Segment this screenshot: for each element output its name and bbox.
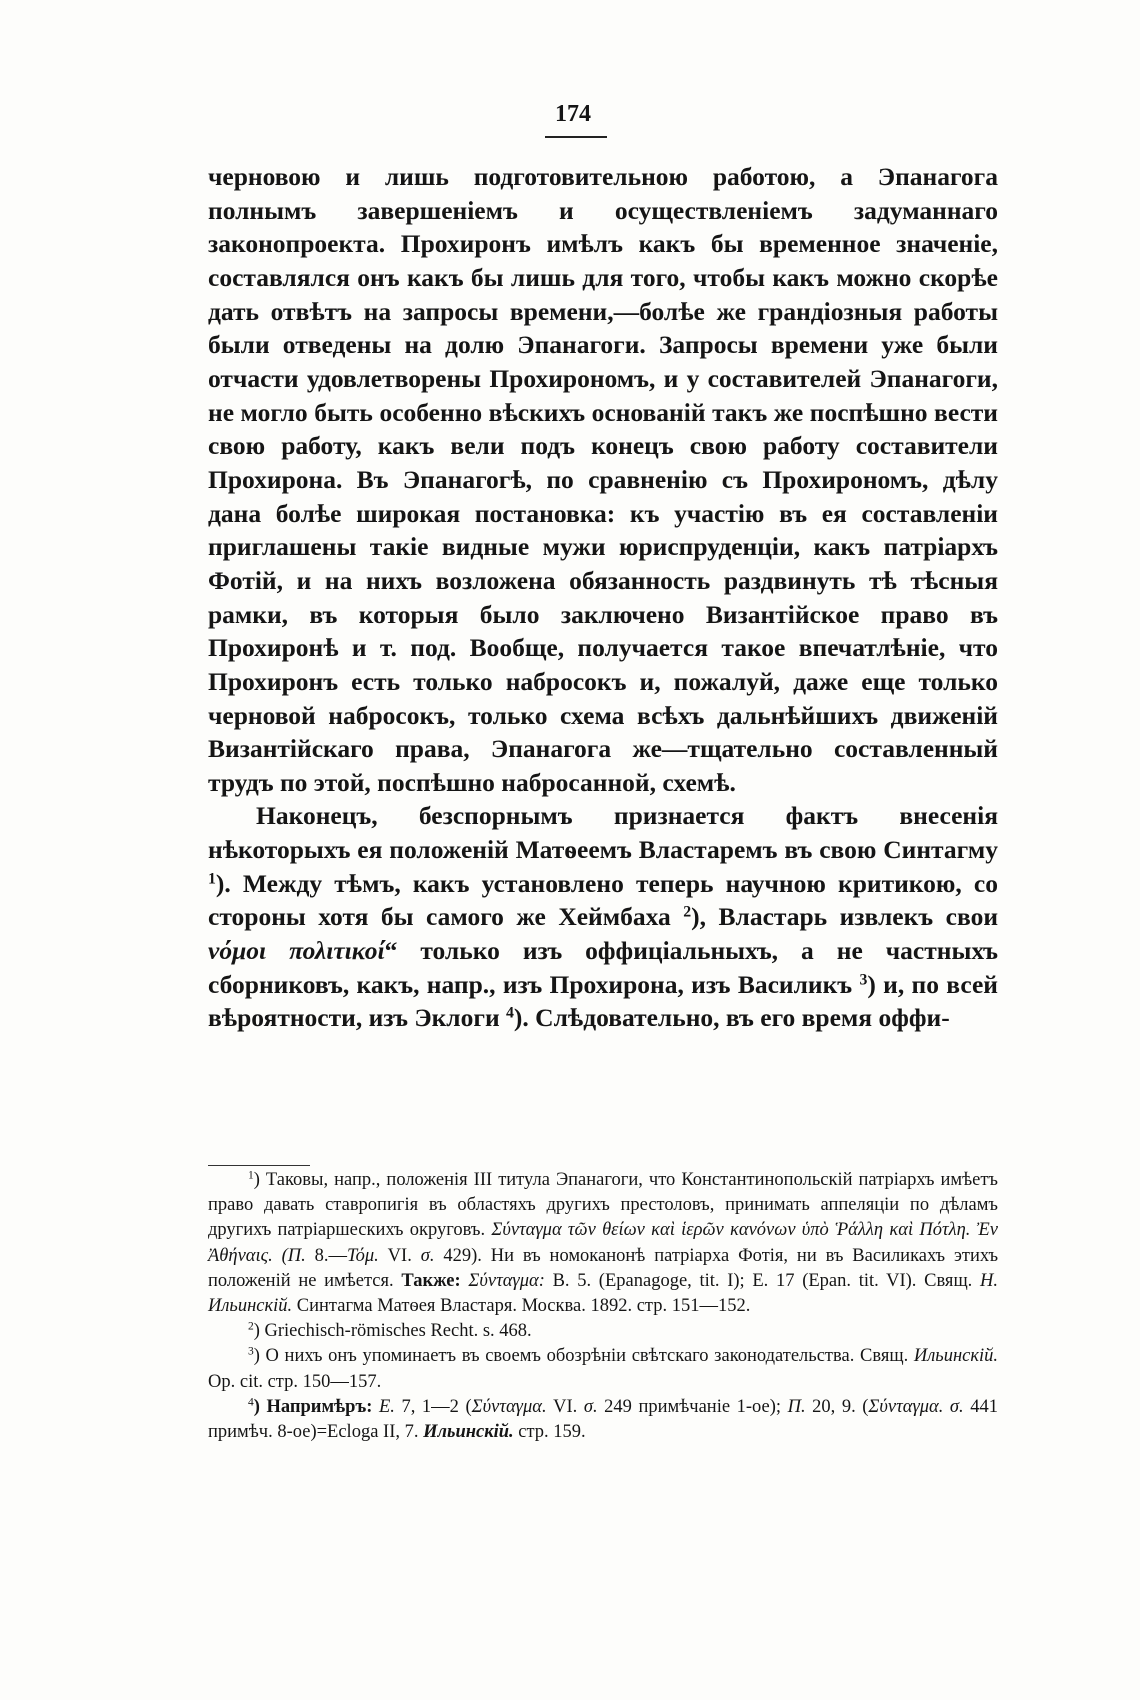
footnote-ref-3: 3: [859, 971, 868, 989]
footnote-text: 249 примѣчаніе 1-ое);: [597, 1396, 788, 1417]
footnote-author: Ильинскій.: [913, 1346, 998, 1367]
footnote-text: Синтагма Матѳея Властаря. Москва. 1892. стр. 151—152.: [292, 1296, 751, 1317]
footnote-text: ) О нихъ онъ упоминаетъ въ своемъ обозрѣніи свѣтскаго законодательства. Свящ.: [253, 1346, 914, 1367]
paragraph-2-text: ). Между тѣмъ, какъ установлено теперь научною критикою, со стороны хотя бы самого же Хеймбаха: [208, 868, 998, 932]
footnote-mark: 1: [248, 1169, 254, 1182]
footnote-emphasis: Также:: [401, 1270, 461, 1291]
footnote-4: [208, 1395, 998, 1445]
footnote-mark: 4: [248, 1396, 254, 1409]
footnote-text: VI.: [378, 1245, 421, 1266]
footnote-author: Н. Ильинскій.: [208, 1270, 999, 1317]
page-number: 174: [555, 101, 591, 127]
footnote-ref-2: 2: [683, 903, 692, 921]
footnote-citation: П.: [787, 1396, 806, 1417]
footnote-mark: 2: [248, 1320, 254, 1333]
paragraph-2-text: Наконецъ, безспорнымъ признается фактъ внесенія нѣкоторыхъ ея положеній Матѳеемъ Властаремъ въ свою Синтагму: [208, 801, 998, 865]
footnote-ref-1: 1: [208, 870, 216, 888]
page-number-underline: [545, 136, 607, 138]
footnote-author: Ильинскій.: [423, 1422, 514, 1443]
footnote-text: 441 примѣч. 8-ое)=Ecloga II, 7.: [208, 1396, 998, 1443]
footnote-citation: σ.: [583, 1396, 598, 1417]
paragraph-2-text: ). Слѣдовательно, въ его время оффи-: [513, 1003, 950, 1033]
footnote-text: VI.: [546, 1396, 584, 1417]
footnote-text: Op. cit. стр. 150—157.: [208, 1371, 382, 1392]
footnote-text: В. 5. (Epanagoge, tit. I); Е. 17 (Epan. tit. VI). Свящ.: [544, 1270, 981, 1291]
footnote-citation: Σύνταγμα τῶν θείων καὶ ἱερῶν κανόνων ὑπὸ Ῥάλλη καὶ Πότλη. Ἐν Ἀθήναις. (Π.: [208, 1220, 998, 1266]
paragraph-2-text: ) и, по всей вѣроятности, изъ Эклоги: [208, 969, 998, 1033]
footnote-1: [208, 1168, 998, 1319]
paragraph-2-text: ), Властарь извлекъ свои: [691, 902, 999, 932]
footnote-text: стр. 159.: [513, 1422, 586, 1443]
footnote-text: 7, 1—2 (: [394, 1396, 472, 1417]
footnote-ref-4: 4: [506, 1004, 514, 1022]
footnote-citation: Σύνταγμα.: [471, 1396, 547, 1417]
footnote-citation: σ.: [420, 1245, 435, 1266]
footnote-citation: Σύνταγμα. σ.: [868, 1396, 964, 1417]
greek-phrase: νόμοι πολιτικοί: [208, 936, 385, 966]
footnote-text: 8.—: [305, 1245, 348, 1266]
paragraph-1: черновою и лишь подготовительною работою, а Эпанагога полнымъ завершеніемъ и осуществленіемъ задуманнаго законопроекта. Прохиронъ имѣлъ какъ бы временное значеніе, составлялся онъ какъ бы лишь для того, чтобы какъ можно скорѣе дать отвѣтъ на запросы времени,—болѣе же грандіозныя работы были отведены на долю Эпанагоги. Запросы времени уже были отчасти удовлетворены Прохирономъ, и у составителей Эпанагоги, не могло быть особенно вѣскихъ основаній такъ же поспѣшно вести свою работу, какъ вели подъ конецъ свою работу составители Прохирона. Въ Эпанагогѣ, по сравненію съ Прохирономъ, дѣлу дана болѣе широкая постановка: къ участію въ ея составленіи приглашены такіе видные мужи юриспруденціи, какъ патріархъ Фотій, и на нихъ возложена обязанность раздвинуть тѣ тѣсныя рамки, въ которыя было заключено Византійское право въ Прохиронѣ и т. под. Вообще, получается такое впечатлѣніе, что Прохиронъ есть только набросокъ и, пожалуй, даже еще только черновой набросокъ, только схема всѣхъ дальнѣйшихъ движеній Византійскаго права, Эпанагога же—тщательно составленный трудъ по этой, поспѣшно набросанной, схемѣ.: [208, 162, 998, 797]
footnote-citation: Е.: [378, 1396, 395, 1417]
footnote-2: [208, 1319, 998, 1344]
main-text: [208, 160, 998, 1035]
paragraph-2-text: “ только изъ оффиціальныхъ, а не частныхъ сборниковъ, какъ, напр., изъ Прохирона, изъ Василикъ: [208, 936, 998, 999]
footnote-3: [208, 1344, 998, 1394]
footnote-citation: Σύνταγμα:: [468, 1270, 545, 1291]
footnote-citation: Τόμ.: [347, 1245, 379, 1266]
footnote-text: 20, 9. (: [805, 1396, 869, 1417]
footnote-text: ) Таковы, напр., положенія III титула Эпанагоги, что Константинопольскій патріархъ имѣетъ право давать ставропигія въ областяхъ другихъ престоловъ, принимать аппеляціи по дѣламъ другихъ патріаршескихъ округовъ.: [208, 1170, 998, 1241]
paragraph-2: [208, 799, 998, 1035]
footnote-mark: 3: [248, 1346, 254, 1359]
footnotes-separator: [208, 1165, 310, 1166]
footnote-text: ) Griechisch-römisches Recht. s. 468.: [253, 1321, 532, 1342]
footnote-emphasis: ) Напримѣръ:: [253, 1396, 379, 1417]
footnote-text: 429). Ни въ номоканонѣ патріарха Фотія, ни въ Василикахъ этихъ положеній не имѣется.: [208, 1245, 999, 1291]
footnotes: [208, 1168, 998, 1445]
